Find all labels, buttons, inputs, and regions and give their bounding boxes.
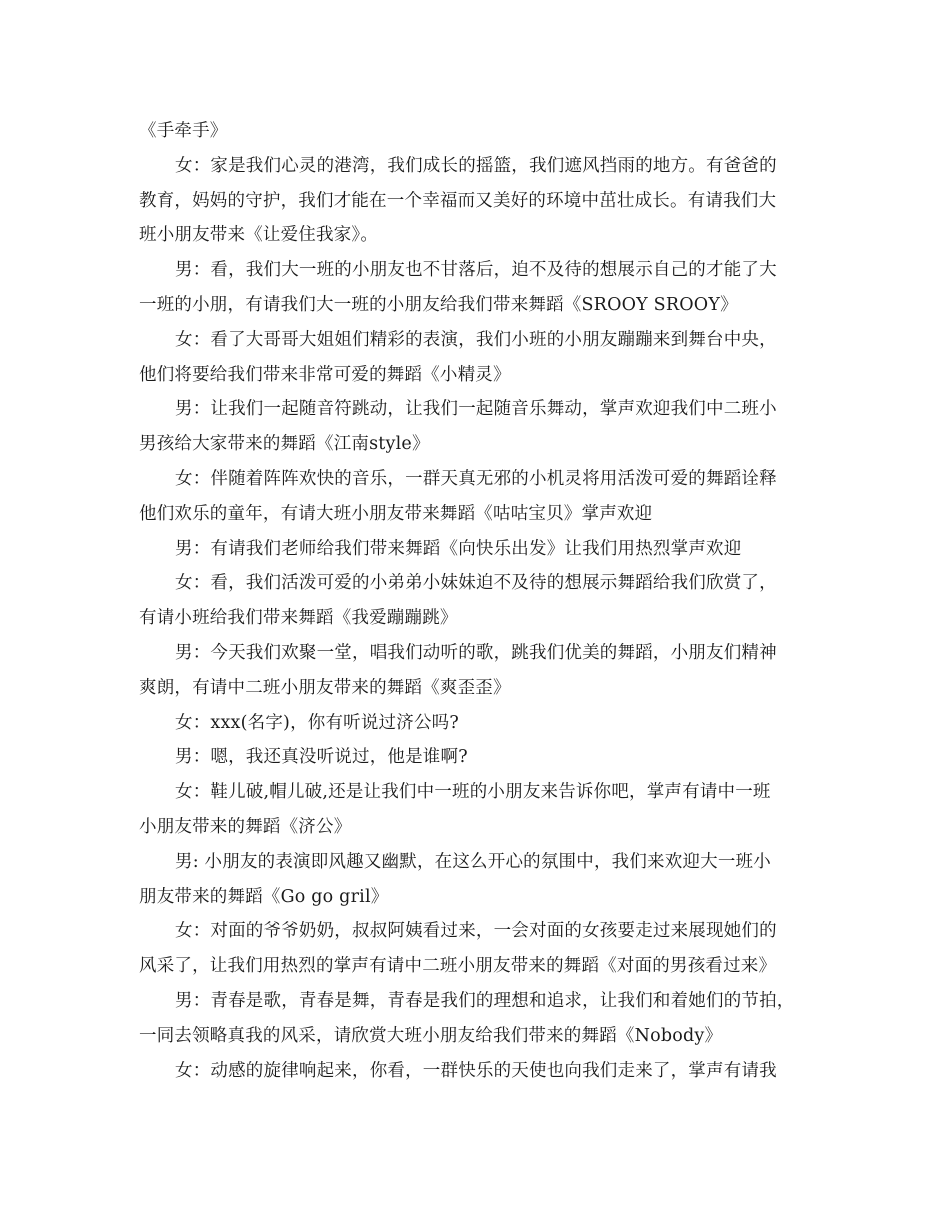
text-line: 男：让我们一起随音符跳动，让我们一起随音乐舞动，掌声欢迎我们中二班小 bbox=[175, 399, 777, 420]
document-body bbox=[139, 114, 814, 1088]
text-line: 一同去领略真我的风采，请欣赏大班小朋友给我们带来的舞蹈《Nobody》 bbox=[139, 1025, 723, 1046]
text-line: 女：家是我们心灵的港湾，我们成长的摇篮，我们遮风挡雨的地方。有爸爸的 bbox=[175, 155, 777, 176]
text-line: 男：看，我们大一班的小朋友也不甘落后，迫不及待的想展示自己的才能了大 bbox=[175, 260, 777, 281]
text-line: 男：有请我们老师给我们带来舞蹈《向快乐出发》让我们用热烈掌声欢迎 bbox=[175, 538, 742, 559]
text-line: 小朋友带来的舞蹈《济公》 bbox=[139, 816, 352, 837]
text-line: 有请小班给我们带来舞蹈《我爱蹦蹦跳》 bbox=[139, 608, 458, 629]
text-line: 朋友带来的舞蹈《Go go gril》 bbox=[139, 886, 389, 907]
text-line: 女：鞋儿破,帽儿破,还是让我们中一班的小朋友来告诉你吧，掌声有请中一班 bbox=[175, 782, 771, 803]
text-line: 爽朗，有请中二班小朋友带来的舞蹈《爽歪歪》 bbox=[139, 677, 511, 698]
text-line: 男: 小朋友的表演即风趣又幽默，在这么开心的氛围中，我们来欢迎大一班小 bbox=[175, 851, 771, 872]
text-line: 女：xxx(名字)，你有听说过济公吗? bbox=[175, 712, 459, 733]
text-line: 女：伴随着阵阵欢快的音乐，一群天真无邪的小机灵将用活泼可爱的舞蹈诠释 bbox=[175, 468, 777, 489]
text-line: 男孩给大家带来的舞蹈《江南style》 bbox=[139, 434, 430, 455]
text-line: 男：嗯，我还真没听说过，他是谁啊? bbox=[175, 747, 468, 768]
text-line: 女：看，我们活泼可爱的小弟弟小妹妹迫不及待的想展示舞蹈给我们欣赏了， bbox=[175, 573, 777, 594]
text-line: 女：对面的爷爷奶奶，叔叔阿姨看过来，一会对面的女孩要走过来展现她们的 bbox=[175, 921, 777, 942]
text-line: 教育，妈妈的守护，我们才能在一个幸福而又美好的环境中茁壮成长。有请我们大 bbox=[139, 190, 777, 211]
text-line: 女：动感的旋律响起来，你看，一群快乐的天使也向我们走来了，掌声有请我 bbox=[175, 1060, 777, 1081]
text-line: 男：今天我们欢聚一堂，唱我们动听的歌，跳我们优美的舞蹈，小朋友们精神 bbox=[175, 642, 777, 663]
text-line: 他们将要给我们带来非常可爱的舞蹈《小精灵》 bbox=[139, 364, 511, 385]
document-heading-line: 《手牵手》 bbox=[139, 121, 228, 141]
text-line: 风采了，让我们用热烈的掌声有请中二班小朋友带来的舞蹈《对面的男孩看过来》 bbox=[139, 956, 777, 977]
text-line: 一班的小朋，有请我们大一班的小朋友给我们带来舞蹈《SROOY SROOY》 bbox=[139, 294, 738, 315]
text-line: 女：看了大哥哥大姐姐们精彩的表演，我们小班的小朋友蹦蹦来到舞台中央， bbox=[175, 329, 777, 350]
text-line: 他们欢乐的童年，有请大班小朋友带来舞蹈《咕咕宝贝》掌声欢迎 bbox=[139, 503, 653, 524]
text-line: 班小朋友带来《让爱住我家》。 bbox=[139, 225, 379, 246]
text-line: 男：青春是歌，青春是舞，青春是我们的理想和追求，让我们和着她们的节拍， bbox=[175, 990, 795, 1011]
